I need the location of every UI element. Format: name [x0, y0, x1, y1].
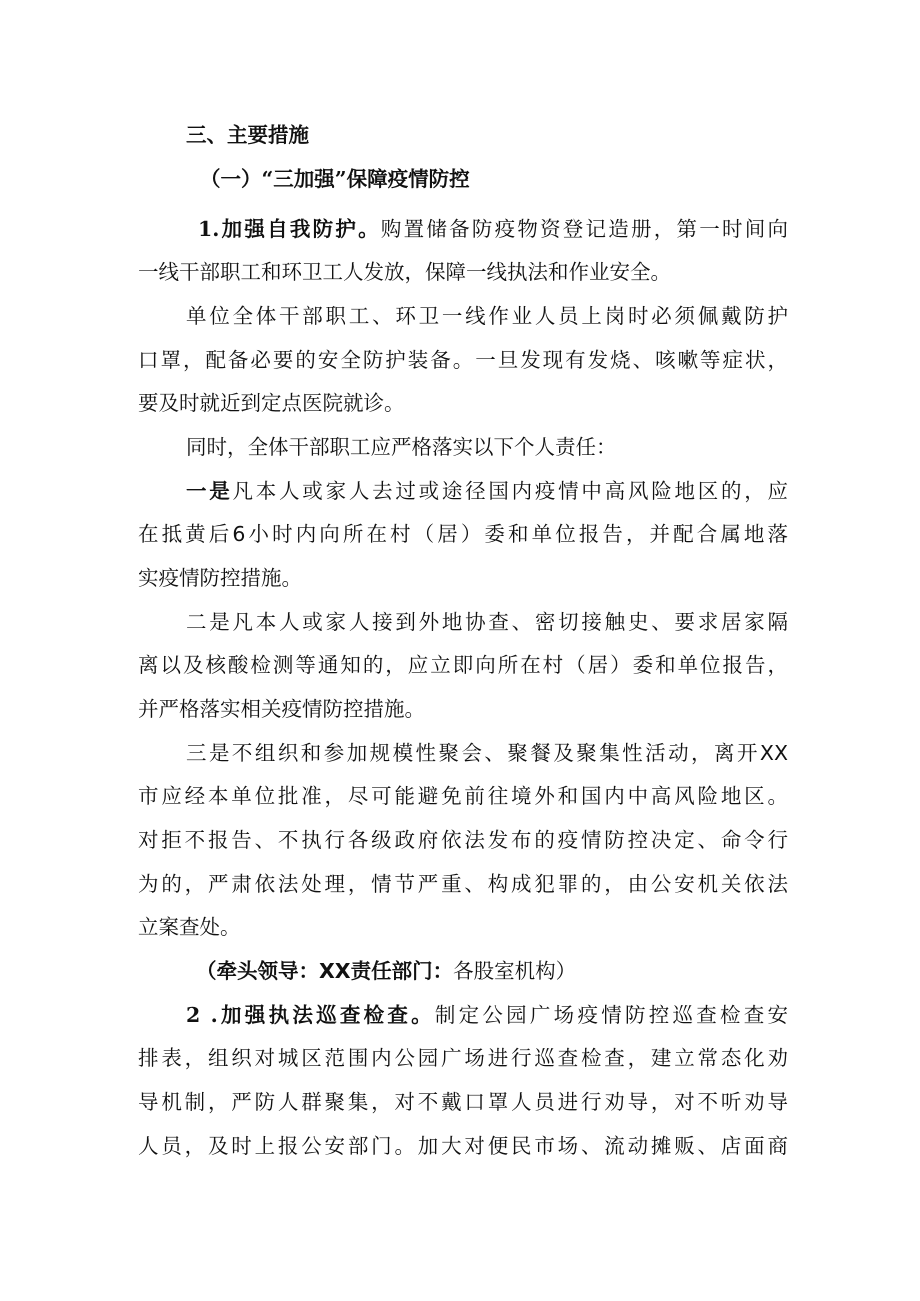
item2-title: 2 .加强执法巡查检查。: [186, 1003, 435, 1027]
p4-text: 凡本人或家人去过或途径国内疫情中高风险地区的，应: [232, 479, 788, 503]
section-heading: 三、主要措施: [186, 123, 309, 147]
p6-line1-a: 三是不组织和参加规模性聚会、聚餐及聚集性活动，离开: [186, 741, 760, 765]
item1-line1: [198, 214, 788, 244]
p6-line3: 对拒不报告、不执行各级政府依法发布的疫情防控决定、命令行: [138, 828, 788, 852]
item2-line4: 人员，及时上报公安部门。加大对便民市场、流动摊贩、店面商: [138, 1134, 788, 1158]
p4-line2-b: 小时内向所在村（居）委和单位报告，并配合属地落: [245, 522, 788, 546]
leader-note-xx: XX: [319, 959, 351, 983]
p3-line1: 同时，全体干部职工应严格落实以下个人责任：: [186, 435, 617, 459]
p6-line5: 立案查处。: [138, 915, 241, 939]
p5-line2: 离以及核酸检测等通知的，应立即向所在村（居）委和单位报告，: [138, 653, 788, 677]
p6-line1-xx: XX: [759, 741, 788, 765]
leader-note-dept-label: 责任部门：: [350, 959, 454, 983]
leader-note-dept: 各股室机构）: [453, 959, 577, 983]
p4-line3: 实疫情防控措施。: [138, 566, 302, 590]
subsection-heading: （一）“三加强”保障疫情防控: [200, 167, 470, 191]
item2-line1: [186, 1000, 788, 1030]
p6-line4: 为的，严肃依法处理，情节严重、构成犯罪的，由公安机关依法: [138, 872, 788, 896]
p5-line3: 并严格落实相关疫情防控措施。: [138, 697, 425, 721]
p4-line2: [138, 519, 788, 549]
leader-note-label: （牵头领导：: [196, 959, 319, 983]
p2-line1: 单位全体干部职工、环卫一线作业人员上岗时必须佩戴防护: [186, 304, 788, 328]
item1-title: 1.加强自我防护。: [198, 217, 381, 241]
p4-line2-a: 在抵黄后: [138, 522, 233, 546]
p5-line1: 二是凡本人或家人接到外地协查、密切接触史、要求居家隔: [186, 610, 788, 634]
item2-line2: 排表，组织对城区范围内公园广场进行巡查检查，建立常态化劝: [138, 1046, 788, 1070]
p4-line2-num: 6: [232, 522, 246, 546]
p2-line2: 口罩，配备必要的安全防护装备。一旦发现有发烧、咳嗽等症状，: [138, 348, 788, 372]
leader-note: [196, 956, 846, 986]
item1-line2: 一线干部职工和环卫工人发放，保障一线执法和作业安全。: [138, 260, 671, 284]
p6-line1: [186, 738, 788, 768]
p6-line2: 市应经本单位批准，尽可能避免前往境外和国内中高风险地区。: [138, 784, 788, 808]
item1-text: 购置储备防疫物资登记造册，第一时间向: [380, 217, 788, 241]
item2-text: 制定公园广场疫情防控巡查检查安: [434, 1003, 788, 1027]
p4-lead: 一是: [186, 479, 233, 503]
p4-line1: [186, 476, 788, 506]
item2-line3: 导机制，严防人群聚集，对不戴口罩人员进行劝导，对不听劝导: [138, 1090, 788, 1114]
p2-line3: 要及时就近到定点医院就诊。: [138, 391, 405, 415]
